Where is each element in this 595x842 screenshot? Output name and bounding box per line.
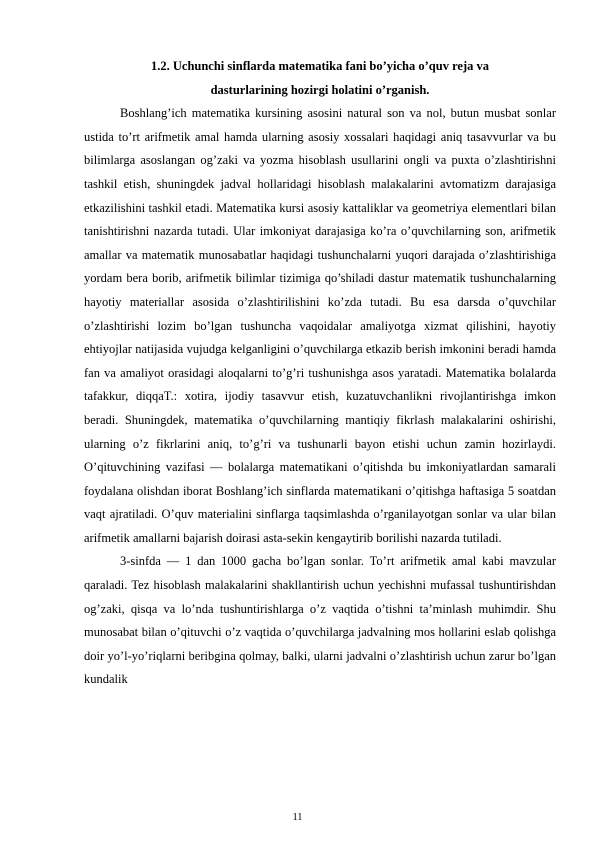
paragraph-2: 3-sinfda — 1 dan 1000 gacha bo’lgan sonlar. To’rt arifmetik amal kabi mavzular qaraladi. Tez hisoblash malakalarini shakllantirish uchun yechishni mufassal tushuntirishdan og’zaki, qisqa va lo’nda tushuntirishlarga o’z vaqtida o’tishni ta’minlash muhimdir. Shu munosabat bilan o’qituvchi o’z vaqtida o’quvchilarga jadvalning mos hollarini eslab qolishga doir yo’l-yo’riqlarni beribgina qolmay, balki, ularni jadvalni o’zlashtirish uchun zarur bo’lgan kundalik <box>84 554 556 687</box>
page-number: 11 <box>292 812 303 823</box>
section-heading-line-1: 1.2. Uchunchi sinflarda matematika fani bo’yicha o’quv reja va <box>151 59 489 73</box>
section-heading <box>84 55 556 102</box>
body-text <box>84 102 556 692</box>
page-content <box>84 55 556 692</box>
section-heading-line-2: dasturlarining hozirgi holatini o’rganish. <box>210 82 430 97</box>
paragraph-1: Boshlang’ich matematika kursining asosini natural son va nol, butun musbat sonlar ustida to’rt arifmetik amal hamda ularning asosiy xossalari haqidagi aniq tasavvurlar va bu bilimlarga asoslangan og’zaki va yozma hisoblash usullarini ongli va puxta o’zlashtirishni tashkil etish, shuningdek jadval hollaridagi hisoblash malakalarini avtomatizm darajasiga etkazilishini tashkil etadi. Matematika kursi asosiy kattaliklar va geometriya elementlari bilan tanishtirishni nazarda tutadi. Ular imkoniyat darajasiga ko’ra o’quvchilarning son, arifmetik amallar va matematik munosabatlar haqidagi tushunchalarni yuqori darajada o’zlashtirishiga yordam bera borib, arifmetik bilimlar tizimiga qo’shiladi dastur matematik tushunchalarning hayotiy materiallar asosida o’zlashtirilishini ko’zda tutadi. Bu esa darsda o’quvchilar o’zlashtirishi lozim bo’lgan tushuncha vaqoidalar amaliyotga xizmat qilishini, hayotiy ehtiyojlar natijasida vujudga kelganligini o’quvchilarga etkazib berish imkonini beradi hamda fan va amaliyot orasidagi aloqalarni to’g’ri tushunishga asos yaratadi. Matematika bolalarda tafakkur, diqqaT.: xotira, ijodiy tasavvur etish, kuzatuvchanlikni rivojlantirishga imkon beradi. Shuningdek, matematika o’quvchilarning mantiqiy fikrlash malakalarini oshirishi, ularning o’z fikrlarini aniq, to’g’ri va tushunarli bayon etishi uchun zamin hozirlaydi. O’qituvchining vazifasi — bolalarga matematikani o’qitishda bu imkoniyatlardan samarali foydalana olishdan iborat Boshlang’ich sinflarda matematikani o’qitishga haftasiga 5 soatdan vaqt ajratiladi. O’quv materialini sinflarga taqsimlashda o’rganilayotgan sonlar va ular bilan arifmetik amallarni bajarish doirasi asta-sekin kengaytirib borilishi nazarda tutiladi. <box>84 106 556 545</box>
